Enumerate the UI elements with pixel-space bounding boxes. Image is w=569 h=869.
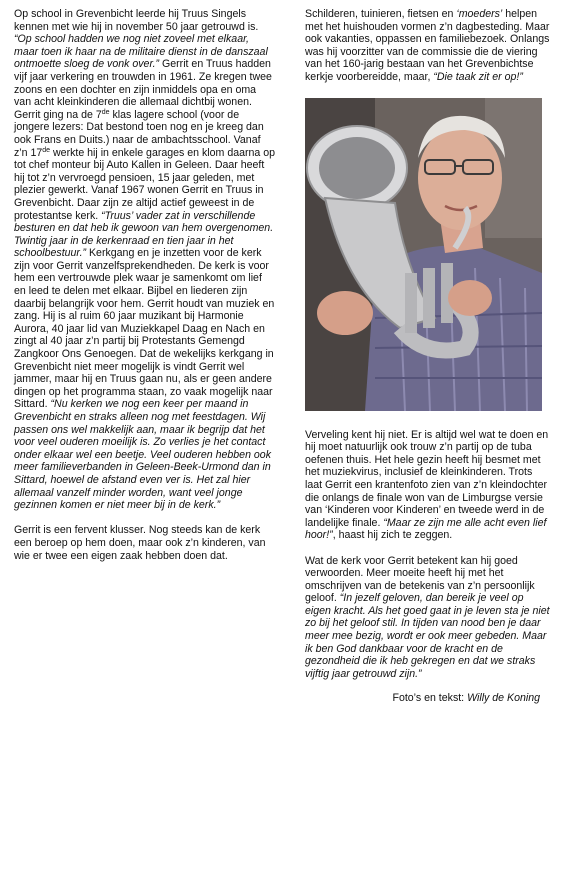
quote-text: “In jezelf geloven, dan bereik je veel op eigen kracht. Als het goed gaat in je leven sta je niet zo bij het geloof stil. In tijden van nood ben je daar meer mee bezig, wordt er ook meer gebeden. Maar ik ben God dankbaar voor de kracht en de gezondheid die ik heb gekregen en dat we straks vijftig jaar getrouwd zijn.” [305,592,550,680]
ordinal-suffix: de [42,146,51,154]
quote-text: “Op school hadden we nog niet zoveel met elkaar, maar toen ik haar na de militaire dienst in de danszaal ontmoette sloeg de vonk over.” [14,33,268,71]
quote-text: “Maar ze zijn me alle acht even lief hoor!” [305,516,547,542]
body-text: Verveling kent hij niet. Er is altijd wel wat te doen en hij moet natuurlijk ook trouw z’n partij op de tuba oefenen thuis. Het hele gezin heeft hij besmet met het muziekvirus, inclusief de kleinkinderen. Trots laat Gerrit een krantenfoto zien van z’n kleindochter die onlangs de finale won van de Limburgse versie van ‘Kinderen voor Kinderen’ en tweede werd in de landelijke finale. [305,428,549,529]
left-column [14,8,276,562]
article-paragraph [305,555,550,681]
photo-credit [305,692,550,705]
article-paragraph [305,429,550,542]
body-text: Schilderen, tuinieren, fietsen en [305,8,457,20]
credit-label: Foto’s en tekst: [392,692,468,705]
body-text: werkte hij in enkele garages en klom daarna op tot chef monteur bij Auto Kallen in Geleen. Daar heeft hij tot z’n vervroegd pensioen, 15 jaar geleden, met plezier gewerkt. Vanaf 1967 wonen Gerrit en Truus in Grevenbicht. Daar zijn ze altijd actief geweest in de protestantse kerk. [14,146,276,222]
article-paragraph [14,524,276,562]
quote-text: “Die taak zit er op!” [433,70,523,83]
body-text: klas lagere school (voor de jongere lezers: Dat bestond toen nog en je kreeg dan ook Frans en Duits.) naar de ambachtsschool. Vanaf z’n 17 [14,108,264,159]
quote-text: ‘moeders’ [456,8,503,20]
body-text: Op school in Grevenbicht leerde hij Truus Singels kennen met wie hij in november 50 jaar getrouwd is. [14,8,259,33]
ordinal-suffix: de [101,108,110,116]
credit-name: Willy de Koning [467,692,540,705]
body-text: Gerrit is een fervent klusser. Nog steeds kan de kerk een beroep op hem doen, maar ook z’n kinderen, van wie er twee een eigen zaak hebben doen dat. [14,524,266,562]
article-paragraph [305,8,550,84]
right-column [305,8,550,705]
quote-text: “Truus’ vader zat in verschillende besturen en dat heb ik gewoon van hem overgenomen. Twintig jaar in de kerkenraad en tien jaar in het schoolbestuur.” [14,209,274,260]
quote-text: “Nu kerken we nog een keer per maand in Grevenbicht en straks alleen nog met feestdagen. Wij passen ons wel makkelijk aan, maar ik begrijp dat het voor veel ouderen moeilijk is. Zo verlies je het contact onder elkaar wel een beetje. Veel ouderen hebben ook meer familieverbanden in Geleen-Beek-Urmond dan in Sittard, hoewel de afstand even ver is. Het zal hier allemaal vanzelf minder worden, want veel jonge gezinnen komen er niet meer bij in de kerk.” [14,398,271,512]
body-text: Wat de kerk voor Gerrit betekent kan hij goed verwoorden. Meer moeite heeft hij met het omschrijven van de betekenis van z’n persoonlijk geloof. [305,554,535,605]
body-text: , haast hij zich te zeggen. [332,529,453,542]
portrait-photo-with-tuba [305,98,542,411]
body-text: helpen met het huishouden vormen z’n dagbesteding. Maar ook vakanties, oppassen en familiebezoek. Onlangs was hij voorzitter van de commissie die de viering van het 160-jarig bestaan van het Grevenbichtse kerkje voorbereidde, maar, [305,8,550,83]
body-text: Kerkgang en je inzetten voor de kerk zijn voor Gerrit vanzelfsprekendheden. De kerk is voor hem een vertrouwde plek waar je samenkomt om lief en leed te delen met elkaar. Bijbel en liederen zijn daarbij belangrijk voor hem. Gerrit houdt van muziek en zang. Hij is al ruim 60 jaar muzikant bij Harmonie Aurora, 40 jaar lid van Muziekkapel Daag en Nach en zingt al 40 jaar z’n partij bij Protestants Gemengd Zangkoor Ons Genoegen. Dat de wekelijks kerkgang in Grevenbicht niet meer mogelijk is vindt Gerrit wel jammer, maar hij en Truus gaan nu, als er geen andere dingen op het programma staan, zo vaak mogelijk naar Sittard. [14,247,275,411]
portrait-illustration [305,98,542,411]
article-paragraph [14,8,276,512]
body-text: Gerrit en Truus hadden vijf jaar verkering en trouwden in 1961. Ze kregen twee zoons en een dochter en zijn inmiddels opa en oma van acht kleinkinderen die allemaal dichtbij wonen. Gerrit ging na de 7 [14,58,272,121]
